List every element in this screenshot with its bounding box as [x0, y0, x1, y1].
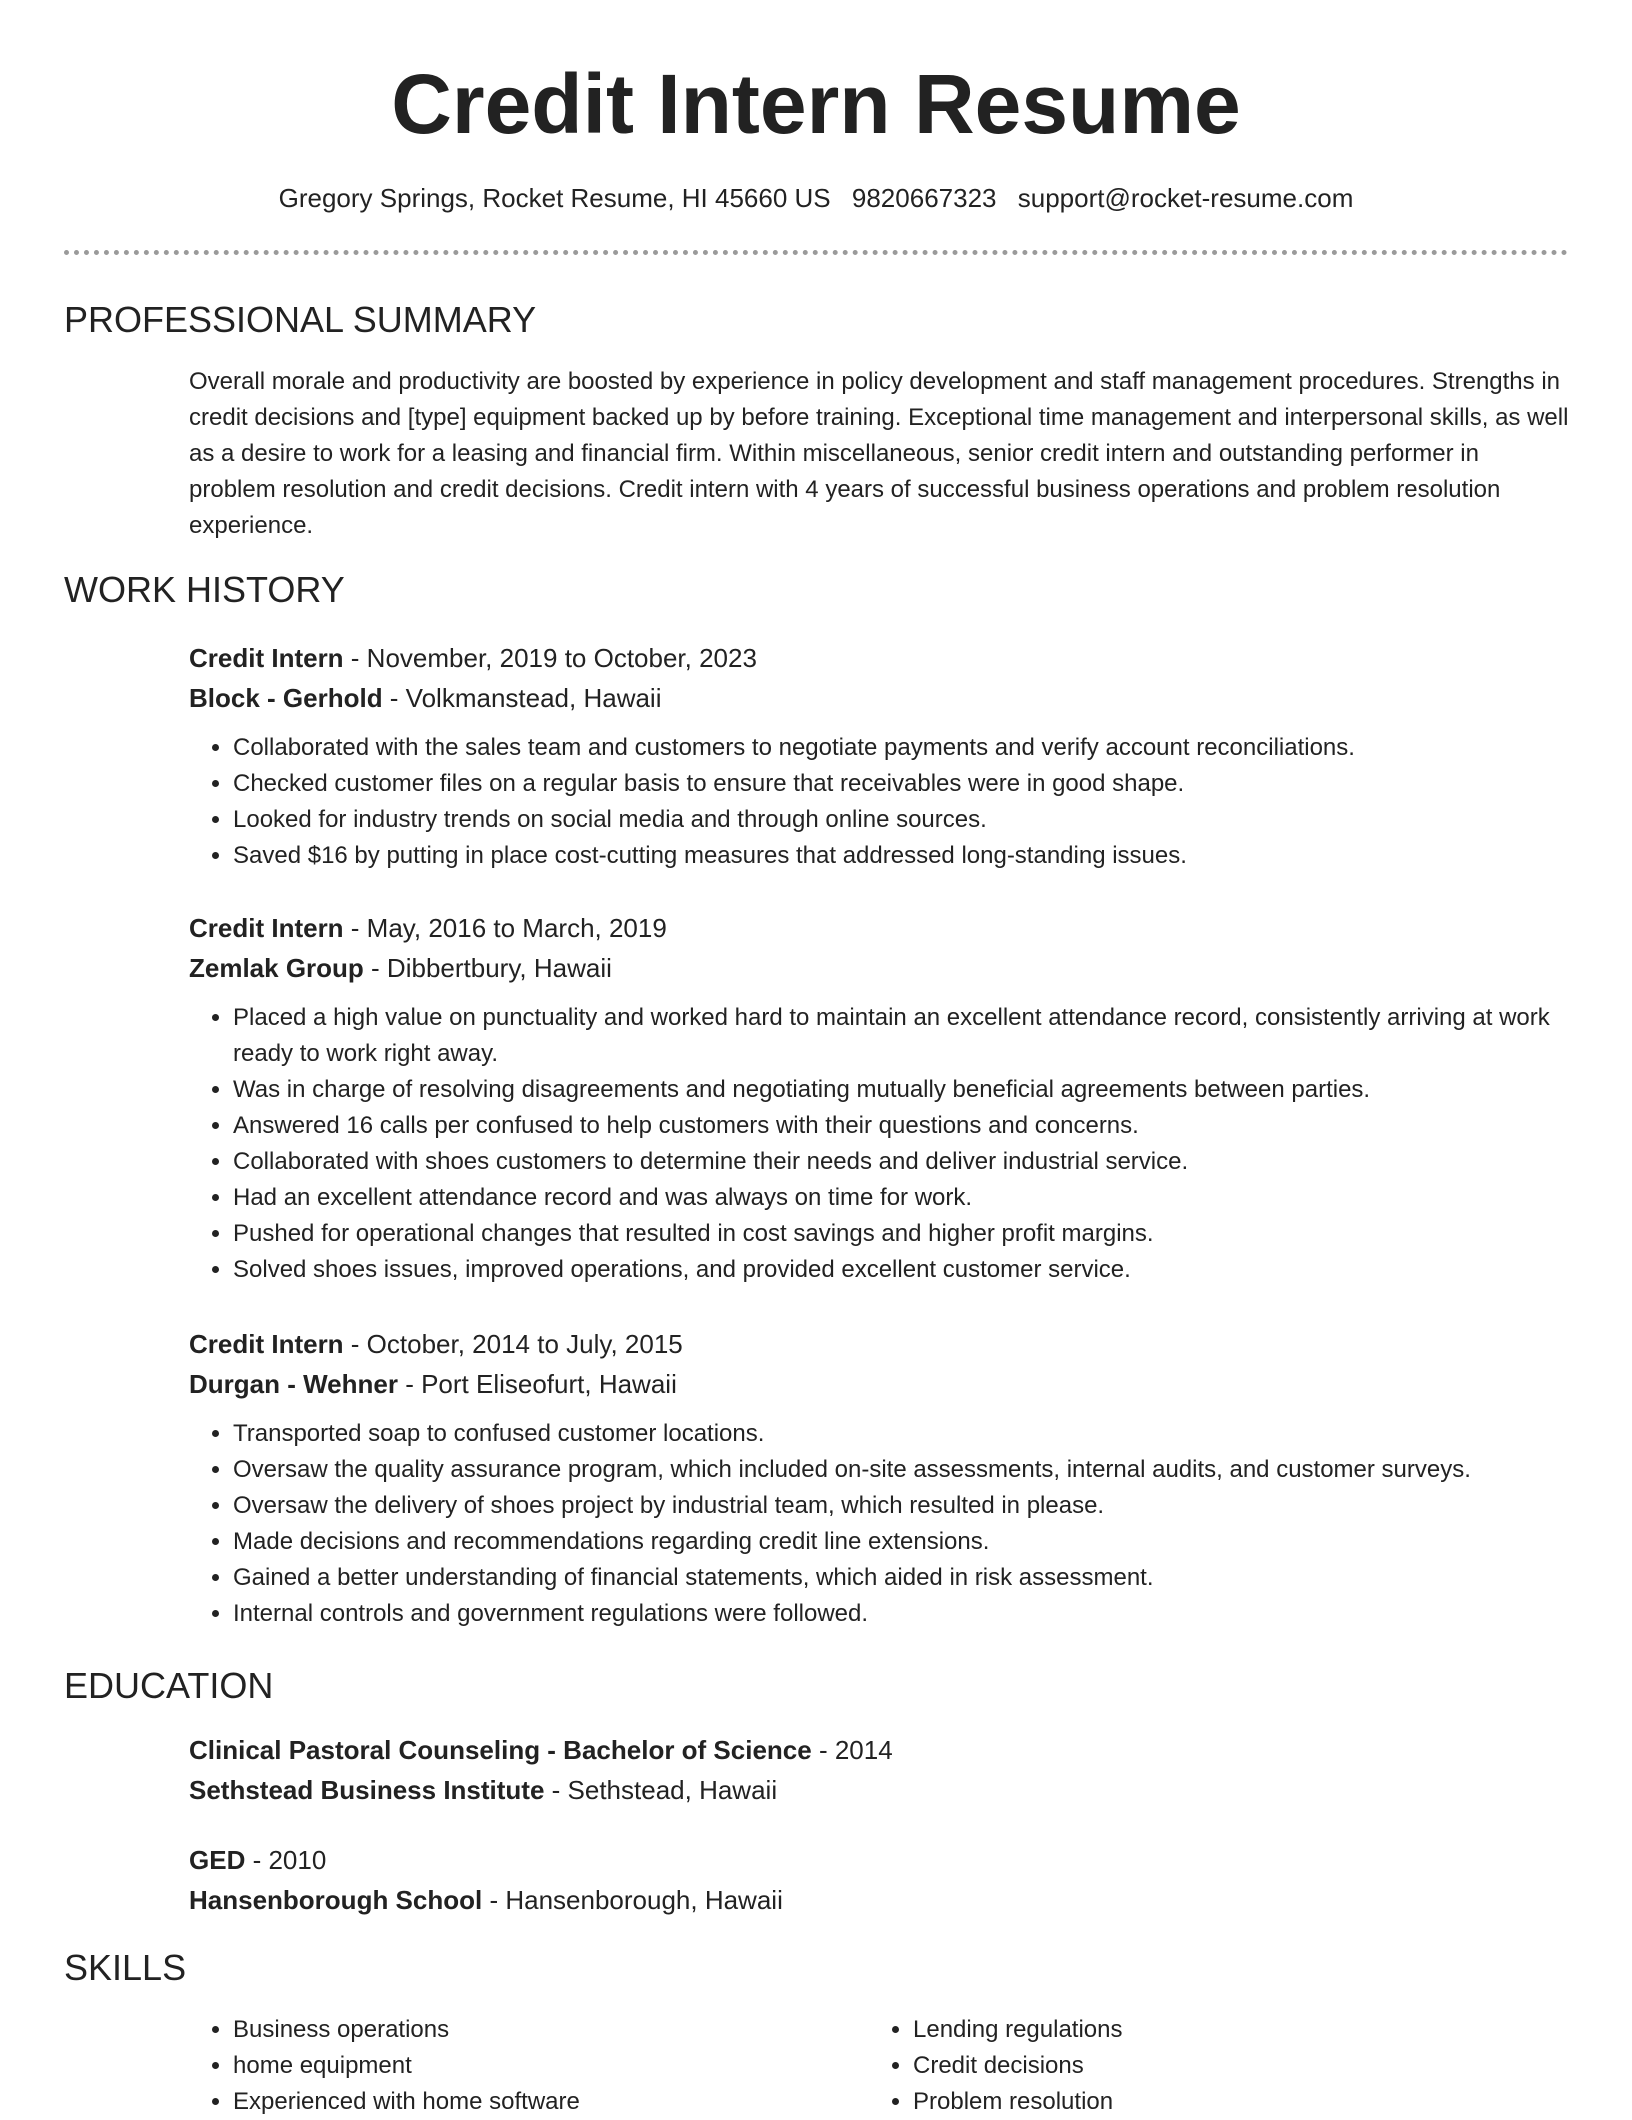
job-company: Block - Gerhold [189, 683, 383, 713]
summary-text: Overall morale and productivity are boosted by experience in policy development and staff management procedures. Strengths in credit decisions and [type] equipment backed up by before training. Exceptional time management and interpersonal skills, as well as a desire to work for a leasing and financial firm. Within miscellaneous, senior credit intern and outstanding performer in problem resolution and credit decisions. Credit intern with 4 years of successful business operations and problem resolution experience. [189, 368, 1569, 539]
job-dates: - November, 2019 to October, 2023 [343, 643, 757, 673]
job-location: - Dibbertbury, Hawaii [363, 953, 612, 983]
education-degree-line [189, 1840, 1569, 1880]
skill-item: • Credit decisions [913, 2048, 1513, 2084]
job-bullet: • Was in charge of resolving disagreements and negotiating mutually beneficial agreements between parties. [233, 1072, 1569, 1108]
job-title-line [189, 638, 1569, 678]
contact-address: Gregory Springs, Rocket Resume, HI 45660 US [278, 183, 831, 213]
job-entry [189, 908, 1569, 1288]
education-heading: EDUCATION [64, 1665, 274, 1706]
job-bullet: • Transported soap to confused customer locations. [233, 1416, 1569, 1452]
job-company-line [189, 1364, 1569, 1404]
job-bullet: • Saved $16 by putting in place cost-cutting measures that addressed long-standing issues. [233, 838, 1569, 874]
education-year: - 2010 [245, 1845, 327, 1875]
job-bullets [189, 1000, 1569, 1288]
job-bullet: • Checked customer files on a regular basis to ensure that receivables were in good shape. [233, 766, 1569, 802]
education-entry [189, 1730, 1569, 1810]
job-bullet: • Made decisions and recommendations regarding credit line extensions. [233, 1524, 1569, 1560]
skill-item: • Problem resolution [913, 2084, 1513, 2120]
job-title: Credit Intern [189, 1329, 344, 1359]
job-bullet: • Had an excellent attendance record and was always on time for work. [233, 1180, 1569, 1216]
job-location: - Port Eliseofurt, Hawaii [397, 1369, 677, 1399]
job-entry [189, 638, 1569, 874]
job-bullet: • Internal controls and government regulations were followed. [233, 1596, 1569, 1632]
job-bullet: • Oversaw the delivery of shoes project by industrial team, which resulted in please. [233, 1488, 1569, 1524]
job-bullet: • Pushed for operational changes that resulted in cost savings and higher profit margins. [233, 1216, 1569, 1252]
job-company-line [189, 948, 1569, 988]
job-company: Zemlak Group [189, 953, 364, 983]
education-school-line [189, 1770, 1569, 1810]
job-bullet: • Looked for industry trends on social media and through online sources. [233, 802, 1569, 838]
skills-list-right [869, 2012, 1513, 2120]
job-entry [189, 1324, 1569, 1632]
skills-list-left [189, 2012, 833, 2120]
job-bullet: • Solved shoes issues, improved operations, and provided excellent customer service. [233, 1252, 1569, 1288]
job-title-line [189, 1324, 1569, 1364]
job-bullet: • Answered 16 calls per confused to help customers with their questions and concerns. [233, 1108, 1569, 1144]
job-company-line [189, 678, 1569, 718]
job-bullets [189, 730, 1569, 874]
work-history-heading: WORK HISTORY [64, 569, 345, 610]
education-degree: Clinical Pastoral Counseling - Bachelor of Science [189, 1735, 812, 1765]
education-location: - Hansenborough, Hawaii [482, 1885, 783, 1915]
education-school-line [189, 1880, 1569, 1920]
job-bullet: • Gained a better understanding of financial statements, which aided in risk assessment. [233, 1560, 1569, 1596]
job-bullets [189, 1416, 1569, 1632]
job-dates: - May, 2016 to March, 2019 [343, 913, 667, 943]
job-bullet: • Oversaw the quality assurance program, which included on-site assessments, internal audits, and customer surveys. [233, 1452, 1569, 1488]
job-bullet: • Placed a high value on punctuality and worked hard to maintain an excellent attendance record, consistently arriving at work ready to work right away. [233, 1000, 1569, 1072]
skill-item: • home equipment [233, 2048, 833, 2084]
skill-item: • Lending regulations [913, 2012, 1513, 2048]
job-location: - Volkmanstead, Hawaii [382, 683, 662, 713]
job-title: Credit Intern [189, 643, 344, 673]
contact-line [0, 178, 1632, 218]
summary-heading: PROFESSIONAL SUMMARY [64, 299, 537, 340]
resume-title: Credit Intern Resume [391, 57, 1241, 151]
education-degree: GED [189, 1845, 246, 1875]
education-year: - 2014 [811, 1735, 893, 1765]
job-dates: - October, 2014 to July, 2015 [343, 1329, 683, 1359]
skill-item: • Experienced with home software [233, 2084, 833, 2120]
education-location: - Sethstead, Hawaii [544, 1775, 778, 1805]
job-title: Credit Intern [189, 913, 344, 943]
job-bullet: • Collaborated with the sales team and customers to negotiate payments and verify account reconciliations. [233, 730, 1569, 766]
skills-heading: SKILLS [64, 1947, 187, 1988]
education-school: Hansenborough School [189, 1885, 483, 1915]
job-company: Durgan - Wehner [189, 1369, 398, 1399]
education-school: Sethstead Business Institute [189, 1775, 545, 1805]
header-divider [64, 250, 1568, 255]
education-entry [189, 1840, 1569, 1920]
skill-item: • Business operations [233, 2012, 833, 2048]
job-bullet: • Collaborated with shoes customers to determine their needs and deliver industrial service. [233, 1144, 1569, 1180]
job-title-line [189, 908, 1569, 948]
contact-email: support@rocket-resume.com [1017, 183, 1354, 213]
contact-phone: 9820667323 [851, 183, 997, 213]
education-degree-line [189, 1730, 1569, 1770]
